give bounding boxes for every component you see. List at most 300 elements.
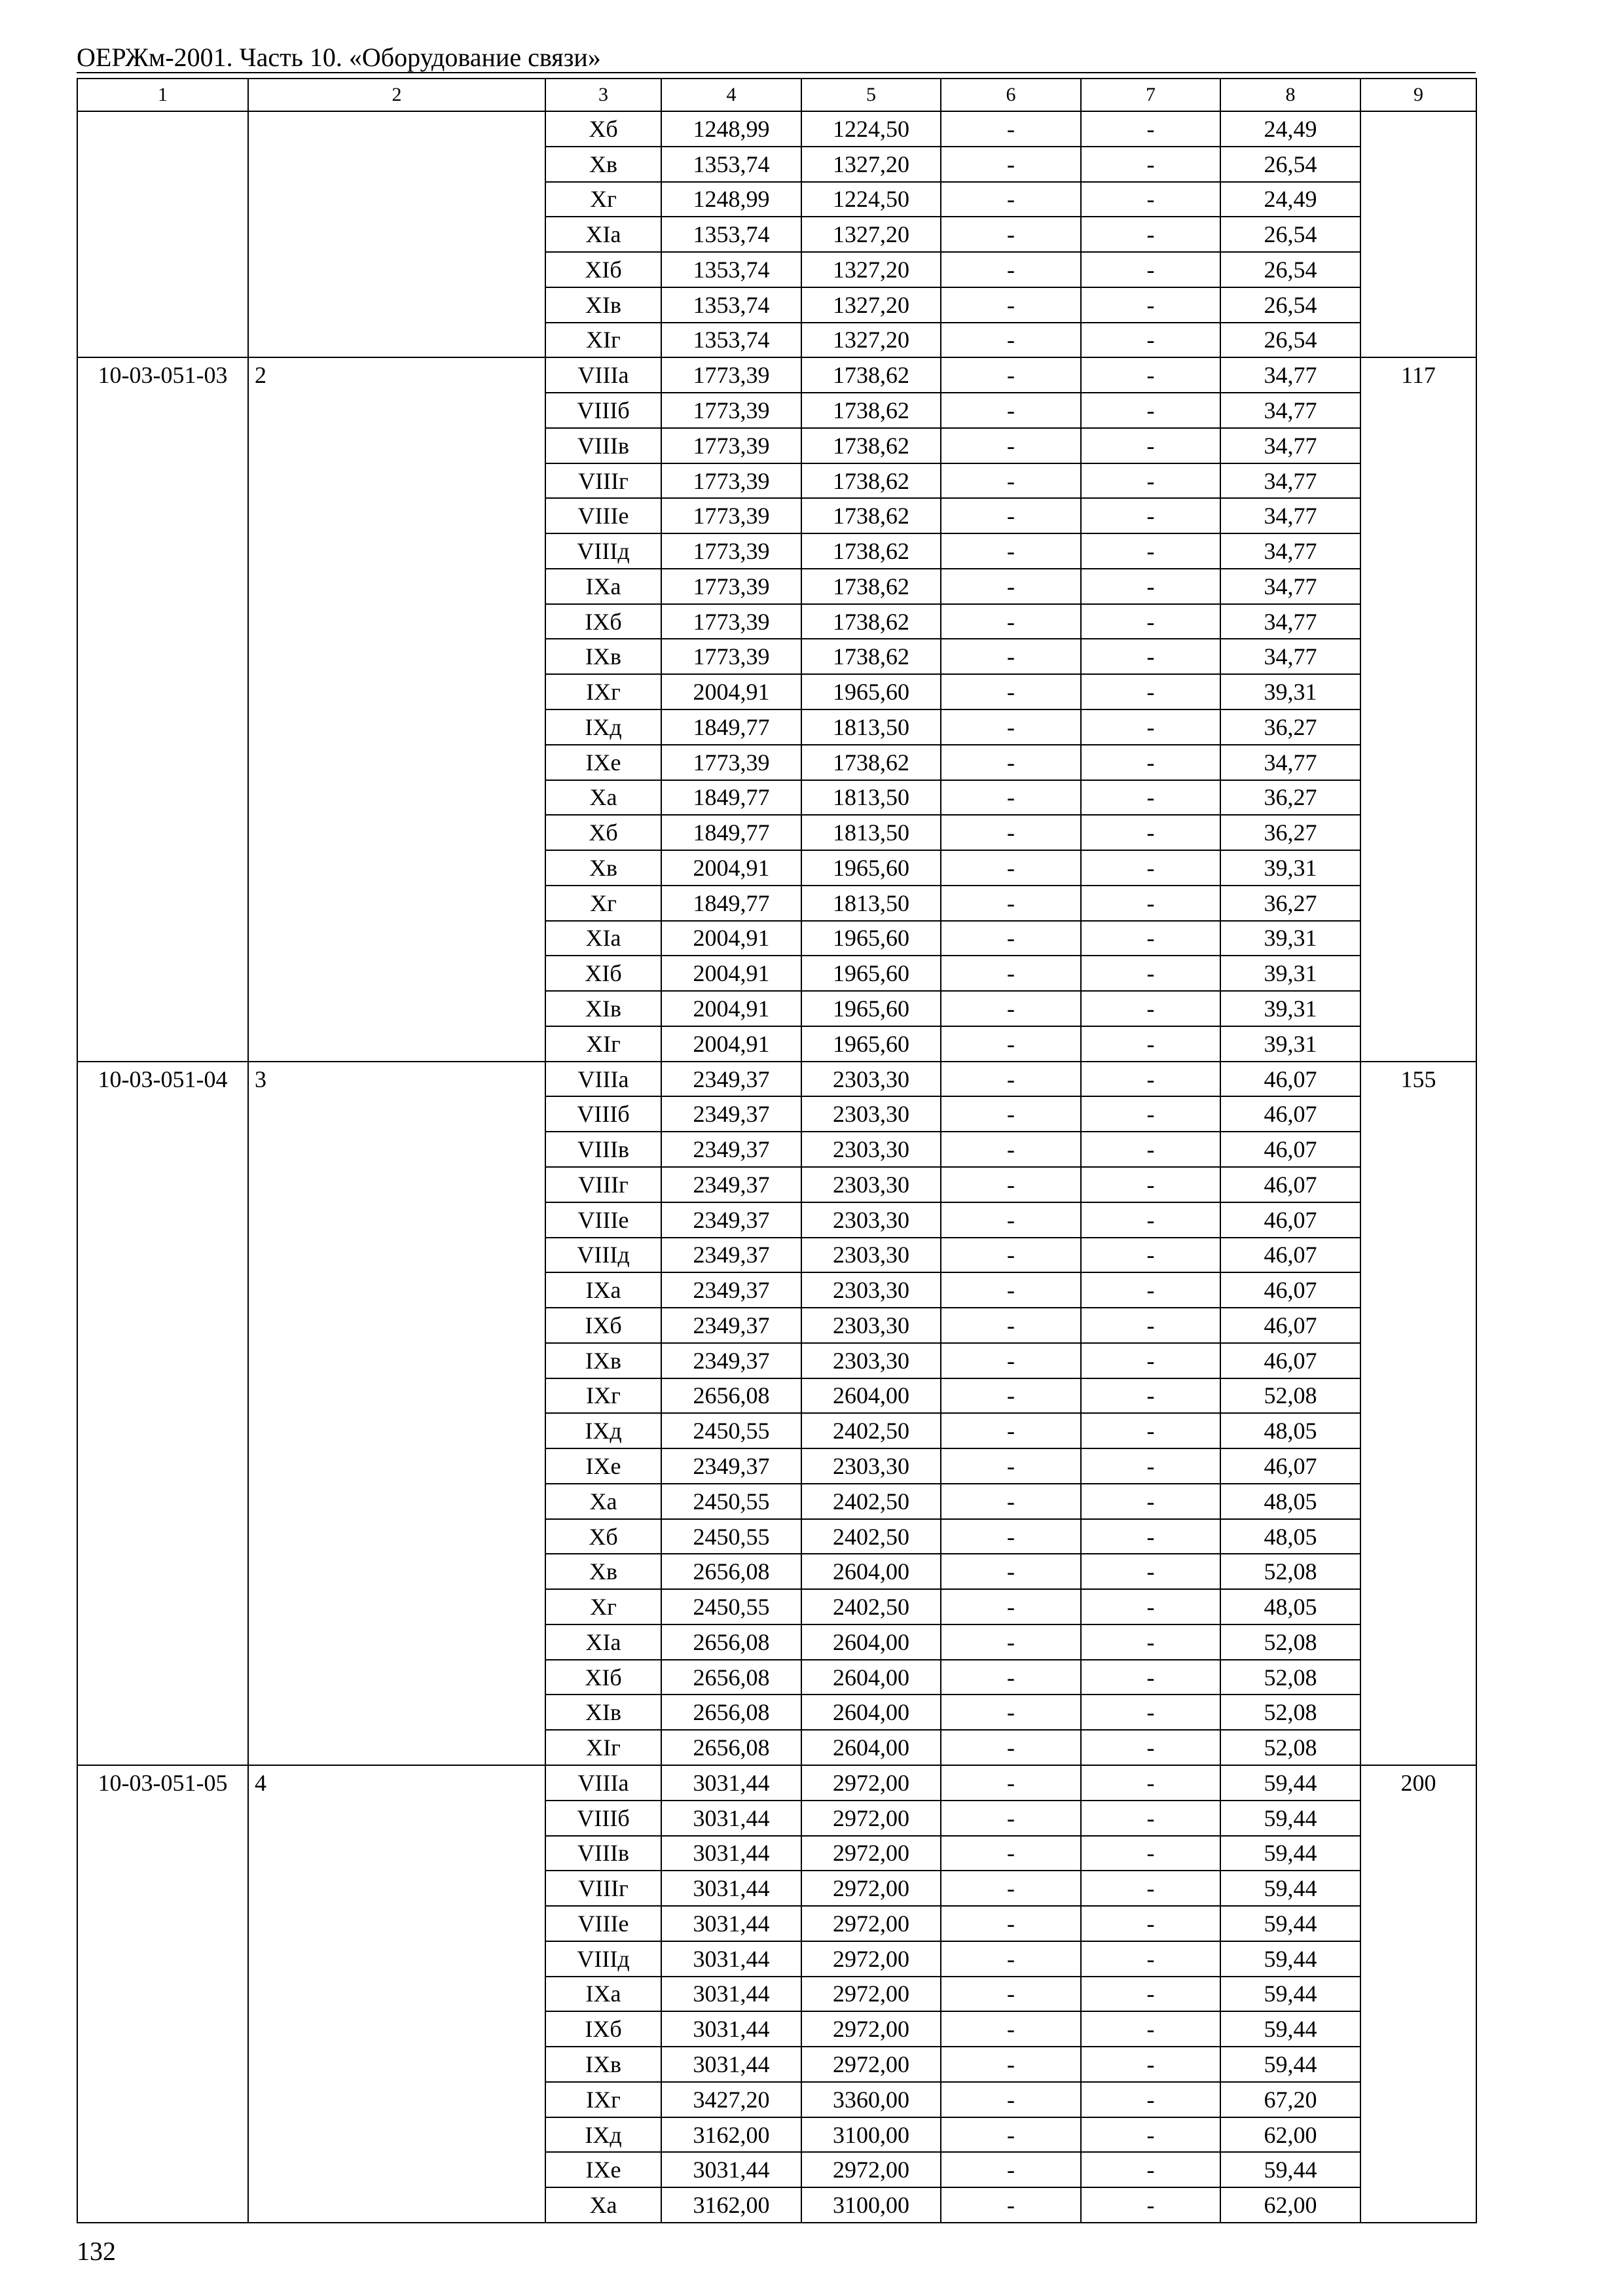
col-7-cell: -	[1081, 709, 1220, 745]
col-6-cell: -	[941, 1308, 1081, 1343]
col-8-cell: 36,27	[1220, 886, 1360, 921]
col-6-cell: -	[941, 1765, 1081, 1801]
col-6-cell: -	[941, 2047, 1081, 2082]
col-3-cell: VIIIа	[545, 1765, 661, 1801]
col-4-cell: 2656,08	[661, 1378, 801, 1414]
col-5-cell: 1738,62	[801, 498, 941, 533]
col-5-cell: 2604,00	[801, 1554, 941, 1589]
col-5-cell: 2972,00	[801, 2011, 941, 2047]
col-6-cell: -	[941, 850, 1081, 886]
col-3-cell: IXа	[545, 1977, 661, 2012]
col-8-cell: 59,44	[1220, 2047, 1360, 2082]
col-8-cell: 46,07	[1220, 1096, 1360, 1132]
table-row	[77, 111, 1476, 147]
col-3-cell: IXв	[545, 639, 661, 674]
col-3-cell: VIIIа	[545, 1062, 661, 1097]
col-8-cell: 46,07	[1220, 1167, 1360, 1202]
col-8-cell: 48,05	[1220, 1519, 1360, 1554]
col-7-cell: -	[1081, 850, 1220, 886]
col-5-cell: 1327,20	[801, 217, 941, 252]
col-6-cell: -	[941, 182, 1081, 217]
column-number-header: 1	[77, 79, 248, 111]
col-4-cell: 2004,91	[661, 991, 801, 1026]
col-5-cell: 2972,00	[801, 1765, 941, 1801]
col-4-cell: 2656,08	[661, 1554, 801, 1589]
col-5-cell: 2972,00	[801, 1906, 941, 1941]
col-3-cell: XIб	[545, 956, 661, 991]
col-3-cell: Xб	[545, 111, 661, 147]
col-3-cell: IXд	[545, 709, 661, 745]
col-3-cell: IXа	[545, 569, 661, 604]
col-7-cell: -	[1081, 1554, 1220, 1589]
col-7-cell: -	[1081, 1801, 1220, 1836]
col-4-cell: 2349,37	[661, 1448, 801, 1484]
col-8-cell: 48,05	[1220, 1484, 1360, 1519]
col-8-cell: 67,20	[1220, 2082, 1360, 2117]
col-8-cell: 46,07	[1220, 1308, 1360, 1343]
col-3-cell: IXа	[545, 1272, 661, 1308]
col-7-cell: -	[1081, 886, 1220, 921]
col-7-cell: -	[1081, 1167, 1220, 1202]
col-5-cell: 2402,50	[801, 1589, 941, 1624]
col-4-cell: 2656,08	[661, 1695, 801, 1730]
col-6-cell: -	[941, 1062, 1081, 1097]
col-4-cell: 1849,77	[661, 886, 801, 921]
col-6-cell: -	[941, 709, 1081, 745]
col-6-cell: -	[941, 1378, 1081, 1414]
col-8-cell: 24,49	[1220, 182, 1360, 217]
col-7-cell: -	[1081, 498, 1220, 533]
header-rule	[77, 72, 1476, 73]
col-4-cell: 3031,44	[661, 1836, 801, 1871]
col-3-cell: IXг	[545, 674, 661, 709]
col-7-cell: -	[1081, 815, 1220, 850]
col-4-cell: 1773,39	[661, 357, 801, 393]
col-3-cell: IXб	[545, 604, 661, 639]
col-7-cell: -	[1081, 1448, 1220, 1484]
col-4-cell: 1773,39	[661, 569, 801, 604]
col-6-cell: -	[941, 1906, 1081, 1941]
col-5-cell: 1738,62	[801, 357, 941, 393]
col-7-cell: -	[1081, 463, 1220, 499]
col-5-cell: 1965,60	[801, 991, 941, 1026]
col-6-cell: -	[941, 2011, 1081, 2047]
col-5-cell: 1965,60	[801, 674, 941, 709]
col-5-cell: 2303,30	[801, 1272, 941, 1308]
col-3-cell: VIIIг	[545, 1167, 661, 1202]
col-8-cell: 62,00	[1220, 2187, 1360, 2223]
col-6-cell: -	[941, 2187, 1081, 2223]
col-4-cell: 1353,74	[661, 287, 801, 323]
col-5-cell: 2303,30	[801, 1062, 941, 1097]
col-9-cell: 117	[1360, 357, 1476, 1061]
col-8-cell: 59,44	[1220, 2011, 1360, 2047]
col-6-cell: -	[941, 921, 1081, 956]
col-3-cell: Xа	[545, 1484, 661, 1519]
col-4-cell: 2349,37	[661, 1132, 801, 1167]
col-6-cell: -	[941, 1167, 1081, 1202]
col-4-cell: 2004,91	[661, 921, 801, 956]
col-3-cell: IXд	[545, 2117, 661, 2153]
col-3-cell: VIIIв	[545, 1132, 661, 1167]
col-4-cell: 2656,08	[661, 1660, 801, 1695]
col-4-cell: 2450,55	[661, 1589, 801, 1624]
rate-code-cell: 10-03-051-05	[77, 1765, 248, 2223]
col-3-cell: IXе	[545, 745, 661, 780]
col-3-cell: XIг	[545, 323, 661, 358]
col-3-cell: IXв	[545, 2047, 661, 2082]
col-4-cell: 2349,37	[661, 1272, 801, 1308]
col-7-cell: -	[1081, 357, 1220, 393]
col-4-cell: 3031,44	[661, 2152, 801, 2187]
col-5-cell: 2402,50	[801, 1413, 941, 1448]
col-5-cell: 1738,62	[801, 533, 941, 569]
col-8-cell: 59,44	[1220, 1765, 1360, 1801]
col-6-cell: -	[941, 1977, 1081, 2012]
col-5-cell: 1327,20	[801, 147, 941, 182]
col-8-cell: 26,54	[1220, 287, 1360, 323]
col-5-cell: 1965,60	[801, 1026, 941, 1062]
col-5-cell: 2303,30	[801, 1343, 941, 1378]
col-8-cell: 46,07	[1220, 1062, 1360, 1097]
col-5-cell: 2303,30	[801, 1202, 941, 1238]
col-9-cell: 200	[1360, 1765, 1476, 2223]
col-7-cell: -	[1081, 1343, 1220, 1378]
col-7-cell: -	[1081, 393, 1220, 428]
col-4-cell: 1353,74	[661, 217, 801, 252]
col-7-cell: -	[1081, 1695, 1220, 1730]
col-7-cell: -	[1081, 2082, 1220, 2117]
col-6-cell: -	[941, 217, 1081, 252]
col-4-cell: 1849,77	[661, 815, 801, 850]
col-5-cell: 1224,50	[801, 182, 941, 217]
col-7-cell: -	[1081, 1624, 1220, 1660]
col-7-cell: -	[1081, 182, 1220, 217]
col-3-cell: IXб	[545, 1308, 661, 1343]
col-3-cell: Xг	[545, 1589, 661, 1624]
col-5-cell: 1738,62	[801, 428, 941, 463]
col-8-cell: 46,07	[1220, 1132, 1360, 1167]
col-8-cell: 34,77	[1220, 569, 1360, 604]
col-6-cell: -	[941, 1096, 1081, 1132]
col-4-cell: 3031,44	[661, 1977, 801, 2012]
col-8-cell: 34,77	[1220, 745, 1360, 780]
col-4-cell: 1248,99	[661, 182, 801, 217]
col-6-cell: -	[941, 147, 1081, 182]
col-4-cell: 1849,77	[661, 780, 801, 816]
col-8-cell: 48,05	[1220, 1413, 1360, 1448]
col-7-cell: -	[1081, 287, 1220, 323]
col-7-cell: -	[1081, 1484, 1220, 1519]
col-6-cell: -	[941, 991, 1081, 1026]
col-8-cell: 36,27	[1220, 780, 1360, 816]
col-2-cell: 4	[248, 1765, 545, 2223]
col-4-cell: 1773,39	[661, 393, 801, 428]
col-6-cell: -	[941, 498, 1081, 533]
rate-code-cell: 10-03-051-03	[77, 357, 248, 1061]
col-4-cell: 3031,44	[661, 1801, 801, 1836]
col-6-cell: -	[941, 569, 1081, 604]
col-4-cell: 2656,08	[661, 1730, 801, 1765]
col-8-cell: 46,07	[1220, 1272, 1360, 1308]
col-5-cell: 2303,30	[801, 1132, 941, 1167]
col-4-cell: 2349,37	[661, 1062, 801, 1097]
column-number-header: 8	[1220, 79, 1360, 111]
col-7-cell: -	[1081, 2011, 1220, 2047]
col-8-cell: 34,77	[1220, 604, 1360, 639]
col-8-cell: 59,44	[1220, 1977, 1360, 2012]
col-6-cell: -	[941, 1484, 1081, 1519]
col-6-cell: -	[941, 1202, 1081, 1238]
col-4-cell: 2349,37	[661, 1238, 801, 1273]
col-8-cell: 39,31	[1220, 921, 1360, 956]
col-6-cell: -	[941, 886, 1081, 921]
col-6-cell: -	[941, 604, 1081, 639]
table-row	[77, 357, 1476, 393]
col-3-cell: VIIIб	[545, 1096, 661, 1132]
col-7-cell: -	[1081, 991, 1220, 1026]
col-6-cell: -	[941, 2117, 1081, 2153]
col-2-cell: 2	[248, 357, 545, 1061]
col-7-cell: -	[1081, 1096, 1220, 1132]
col-7-cell: -	[1081, 1413, 1220, 1448]
col-4-cell: 3031,44	[661, 2011, 801, 2047]
col-7-cell: -	[1081, 1238, 1220, 1273]
col-4-cell: 1353,74	[661, 147, 801, 182]
col-3-cell: Xг	[545, 886, 661, 921]
col-8-cell: 34,77	[1220, 463, 1360, 499]
col-6-cell: -	[941, 357, 1081, 393]
col-3-cell: XIа	[545, 217, 661, 252]
column-number-header: 6	[941, 79, 1081, 111]
col-4-cell: 1353,74	[661, 252, 801, 287]
col-6-cell: -	[941, 1343, 1081, 1378]
col-7-cell: -	[1081, 1730, 1220, 1765]
col-7-cell: -	[1081, 428, 1220, 463]
col-8-cell: 46,07	[1220, 1343, 1360, 1378]
column-number-header: 9	[1360, 79, 1476, 111]
col-6-cell: -	[941, 1026, 1081, 1062]
col-5-cell: 2604,00	[801, 1624, 941, 1660]
col-6-cell: -	[941, 956, 1081, 991]
col-3-cell: Xв	[545, 147, 661, 182]
col-5-cell: 2604,00	[801, 1695, 941, 1730]
column-number-header: 4	[661, 79, 801, 111]
col-8-cell: 34,77	[1220, 393, 1360, 428]
col-7-cell: -	[1081, 2047, 1220, 2082]
col-5-cell: 1738,62	[801, 745, 941, 780]
col-5-cell: 2972,00	[801, 1977, 941, 2012]
page-number: 132	[77, 2236, 116, 2266]
col-8-cell: 52,08	[1220, 1695, 1360, 1730]
col-3-cell: Xа	[545, 2187, 661, 2223]
col-5-cell: 3360,00	[801, 2082, 941, 2117]
col-8-cell: 52,08	[1220, 1730, 1360, 1765]
col-4-cell: 1849,77	[661, 709, 801, 745]
col-3-cell: Xг	[545, 182, 661, 217]
col-4-cell: 1773,39	[661, 533, 801, 569]
col-7-cell: -	[1081, 1272, 1220, 1308]
col-8-cell: 52,08	[1220, 1554, 1360, 1589]
col-8-cell: 39,31	[1220, 991, 1360, 1026]
col-4-cell: 3162,00	[661, 2117, 801, 2153]
col-3-cell: XIб	[545, 1660, 661, 1695]
col-5-cell: 1813,50	[801, 815, 941, 850]
col-8-cell: 34,77	[1220, 639, 1360, 674]
col-5-cell: 2972,00	[801, 2047, 941, 2082]
col-7-cell: -	[1081, 252, 1220, 287]
col-8-cell: 59,44	[1220, 2152, 1360, 2187]
col-5-cell: 1738,62	[801, 604, 941, 639]
col-5-cell: 1965,60	[801, 921, 941, 956]
col-6-cell: -	[941, 1801, 1081, 1836]
col-7-cell: -	[1081, 745, 1220, 780]
col-7-cell: -	[1081, 1589, 1220, 1624]
running-header: ОЕРЖм-2001. Часть 10. «Оборудование связи»	[77, 43, 601, 72]
column-number-header: 3	[545, 79, 661, 111]
col-5-cell: 2402,50	[801, 1519, 941, 1554]
col-7-cell: -	[1081, 147, 1220, 182]
col-6-cell: -	[941, 323, 1081, 358]
col-8-cell: 34,77	[1220, 357, 1360, 393]
col-5-cell: 2303,30	[801, 1096, 941, 1132]
col-5-cell: 2972,00	[801, 1836, 941, 1871]
col-5-cell: 1813,50	[801, 709, 941, 745]
col-5-cell: 1965,60	[801, 956, 941, 991]
col-4-cell: 2349,37	[661, 1096, 801, 1132]
col-3-cell: IXб	[545, 2011, 661, 2047]
col-8-cell: 46,07	[1220, 1238, 1360, 1273]
col-8-cell: 59,44	[1220, 1836, 1360, 1871]
col-8-cell: 24,49	[1220, 111, 1360, 147]
col-8-cell: 36,27	[1220, 709, 1360, 745]
col-5-cell: 2303,30	[801, 1448, 941, 1484]
col-7-cell: -	[1081, 1660, 1220, 1695]
col-4-cell: 1773,39	[661, 639, 801, 674]
col-8-cell: 39,31	[1220, 1026, 1360, 1062]
col-5-cell: 2604,00	[801, 1378, 941, 1414]
col-3-cell: Xв	[545, 850, 661, 886]
col-7-cell: -	[1081, 2152, 1220, 2187]
col-8-cell: 52,08	[1220, 1378, 1360, 1414]
col-3-cell: IXг	[545, 1378, 661, 1414]
col-5-cell: 3100,00	[801, 2187, 941, 2223]
col-6-cell: -	[941, 2082, 1081, 2117]
col-7-cell: -	[1081, 1765, 1220, 1801]
col-7-cell: -	[1081, 921, 1220, 956]
col-5-cell: 2972,00	[801, 1801, 941, 1836]
col-3-cell: XIв	[545, 1695, 661, 1730]
col-6-cell: -	[941, 1132, 1081, 1167]
col-3-cell: IXе	[545, 2152, 661, 2187]
col-8-cell: 26,54	[1220, 217, 1360, 252]
col-6-cell: -	[941, 1448, 1081, 1484]
col-7-cell: -	[1081, 639, 1220, 674]
col-8-cell: 34,77	[1220, 428, 1360, 463]
col-5-cell: 1738,62	[801, 463, 941, 499]
col-3-cell: VIIIе	[545, 1202, 661, 1238]
col-8-cell: 36,27	[1220, 815, 1360, 850]
col-4-cell: 2349,37	[661, 1167, 801, 1202]
col-2-cell	[248, 111, 545, 357]
col-6-cell: -	[941, 1589, 1081, 1624]
col-3-cell: VIIIг	[545, 463, 661, 499]
col-6-cell: -	[941, 1624, 1081, 1660]
col-8-cell: 46,07	[1220, 1448, 1360, 1484]
col-5-cell: 2303,30	[801, 1308, 941, 1343]
col-8-cell: 26,54	[1220, 147, 1360, 182]
col-5-cell: 2604,00	[801, 1730, 941, 1765]
table-row	[77, 1765, 1476, 1801]
col-5-cell: 1738,62	[801, 569, 941, 604]
col-6-cell: -	[941, 815, 1081, 850]
col-6-cell: -	[941, 1554, 1081, 1589]
col-4-cell: 2450,55	[661, 1519, 801, 1554]
col-6-cell: -	[941, 287, 1081, 323]
col-8-cell: 34,77	[1220, 533, 1360, 569]
col-8-cell: 39,31	[1220, 956, 1360, 991]
column-number-row	[77, 79, 1476, 111]
col-7-cell: -	[1081, 323, 1220, 358]
col-7-cell: -	[1081, 533, 1220, 569]
col-8-cell: 46,07	[1220, 1202, 1360, 1238]
rate-code-cell	[77, 111, 248, 357]
col-3-cell: XIа	[545, 921, 661, 956]
col-6-cell: -	[941, 393, 1081, 428]
col-7-cell: -	[1081, 569, 1220, 604]
col-3-cell: VIIIд	[545, 533, 661, 569]
col-6-cell: -	[941, 1413, 1081, 1448]
col-4-cell: 3031,44	[661, 1765, 801, 1801]
col-5-cell: 1327,20	[801, 323, 941, 358]
col-7-cell: -	[1081, 2187, 1220, 2223]
col-8-cell: 59,44	[1220, 1941, 1360, 1977]
col-6-cell: -	[941, 2152, 1081, 2187]
col-7-cell: -	[1081, 1871, 1220, 1906]
col-4-cell: 2004,91	[661, 674, 801, 709]
col-6-cell: -	[941, 428, 1081, 463]
col-8-cell: 39,31	[1220, 674, 1360, 709]
column-number-header: 7	[1081, 79, 1220, 111]
col-5-cell: 2303,30	[801, 1238, 941, 1273]
col-5-cell: 3100,00	[801, 2117, 941, 2153]
col-4-cell: 3162,00	[661, 2187, 801, 2223]
column-number-header: 2	[248, 79, 545, 111]
col-5-cell: 2303,30	[801, 1167, 941, 1202]
col-3-cell: VIIIа	[545, 357, 661, 393]
col-4-cell: 2450,55	[661, 1413, 801, 1448]
col-4-cell: 2004,91	[661, 1026, 801, 1062]
col-6-cell: -	[941, 745, 1081, 780]
col-9-cell: 155	[1360, 1062, 1476, 1765]
col-8-cell: 39,31	[1220, 850, 1360, 886]
col-7-cell: -	[1081, 1062, 1220, 1097]
col-3-cell: IXв	[545, 1343, 661, 1378]
col-6-cell: -	[941, 1730, 1081, 1765]
col-5-cell: 1327,20	[801, 252, 941, 287]
col-4-cell: 3427,20	[661, 2082, 801, 2117]
col-5-cell: 2972,00	[801, 2152, 941, 2187]
col-3-cell: VIIIв	[545, 1836, 661, 1871]
col-7-cell: -	[1081, 1941, 1220, 1977]
col-8-cell: 26,54	[1220, 323, 1360, 358]
col-7-cell: -	[1081, 1519, 1220, 1554]
col-3-cell: XIа	[545, 1624, 661, 1660]
col-4-cell: 2349,37	[661, 1202, 801, 1238]
col-4-cell: 2004,91	[661, 956, 801, 991]
col-7-cell: -	[1081, 1378, 1220, 1414]
col-7-cell: -	[1081, 217, 1220, 252]
